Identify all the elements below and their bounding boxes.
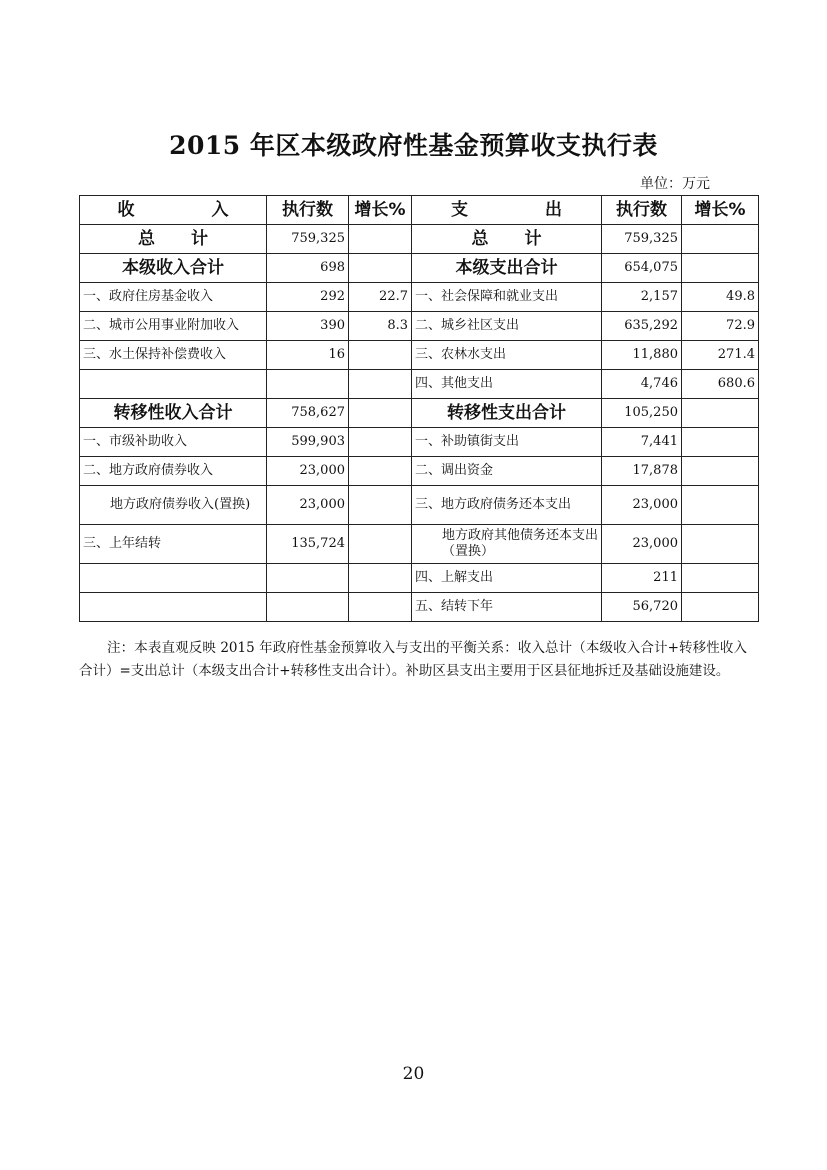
transfer-income-value: 758,627 [267, 399, 349, 428]
header-income: 收 入 [80, 196, 267, 225]
expense-item: 二、调出资金 [412, 457, 602, 486]
expense-growth: 680.6 [682, 370, 759, 399]
expense-growth: 271.4 [682, 341, 759, 370]
total-expense-growth [682, 225, 759, 254]
income-value: 23,000 [267, 457, 349, 486]
level-subtotal-row [80, 254, 759, 283]
empty-cell [349, 457, 412, 486]
income-item [80, 370, 267, 399]
income-growth [349, 370, 412, 399]
empty-cell [682, 564, 759, 593]
income-value: 16 [267, 341, 349, 370]
empty-cell [349, 486, 412, 525]
expense-value: 23,000 [602, 525, 682, 564]
total-income-growth [349, 225, 412, 254]
income-item: 一、市级补助收入 [80, 428, 267, 457]
expense-item: 三、农林水支出 [412, 341, 602, 370]
empty-cell [349, 254, 412, 283]
empty-cell [682, 399, 759, 428]
page-title: 2015 年区本级政府性基金预算收支执行表 [169, 131, 658, 160]
transfer-expense-label: 转移性支出合计 [412, 399, 602, 428]
transfer-income-label: 转移性收入合计 [80, 399, 267, 428]
income-value: 135,724 [267, 525, 349, 564]
income-value [267, 593, 349, 622]
transfer-expense-value: 105,250 [602, 399, 682, 428]
income-value: 292 [267, 283, 349, 312]
income-item: 一、政府住房基金收入 [80, 283, 267, 312]
expense-value: 4,746 [602, 370, 682, 399]
table-row [80, 457, 759, 486]
budget-table [79, 195, 759, 622]
header-exec2: 执行数 [602, 196, 682, 225]
empty-cell [682, 486, 759, 525]
table-row [80, 370, 759, 399]
expense-item: 四、其他支出 [412, 370, 602, 399]
expense-growth: 72.9 [682, 312, 759, 341]
transfer-subtotal-row [80, 399, 759, 428]
table-row [80, 593, 759, 622]
level-income-value: 698 [267, 254, 349, 283]
income-value: 599,903 [267, 428, 349, 457]
expense-value: 2,157 [602, 283, 682, 312]
expense-item: 一、社会保障和就业支出 [412, 283, 602, 312]
income-growth [349, 341, 412, 370]
expense-value: 11,880 [602, 341, 682, 370]
table-row [80, 564, 759, 593]
expense-item: 一、补助镇街支出 [412, 428, 602, 457]
expense-value: 17,878 [602, 457, 682, 486]
income-growth: 8.3 [349, 312, 412, 341]
total-expense-value: 759,325 [602, 225, 682, 254]
empty-cell [349, 525, 412, 564]
expense-item: 地方政府其他债务还本支出（置换） [412, 525, 602, 564]
empty-cell [349, 593, 412, 622]
level-income-label: 本级收入合计 [80, 254, 267, 283]
header-exec: 执行数 [267, 196, 349, 225]
total-income-label: 总计 [80, 225, 267, 254]
table-row [80, 486, 759, 525]
empty-cell [682, 457, 759, 486]
empty-cell [682, 525, 759, 564]
table-row [80, 525, 759, 564]
expense-item: 二、城乡社区支出 [412, 312, 602, 341]
empty-cell [349, 564, 412, 593]
expense-item: 五、结转下年 [412, 593, 602, 622]
income-growth: 22.7 [349, 283, 412, 312]
income-value: 23,000 [267, 486, 349, 525]
empty-cell [349, 428, 412, 457]
table-row [80, 312, 759, 341]
empty-cell [682, 593, 759, 622]
empty-cell [682, 428, 759, 457]
income-item: 三、水土保持补偿费收入 [80, 341, 267, 370]
empty-cell [682, 254, 759, 283]
empty-cell [349, 399, 412, 428]
table-header-row [80, 196, 759, 225]
income-item: 三、上年结转 [80, 525, 267, 564]
unit-label: 单位：万元 [640, 176, 710, 192]
header-expense: 支 出 [412, 196, 602, 225]
income-value [267, 564, 349, 593]
expense-value: 635,292 [602, 312, 682, 341]
expense-growth: 49.8 [682, 283, 759, 312]
page-number: 20 [402, 1064, 425, 1084]
total-expense-label: 总计 [412, 225, 602, 254]
total-income-value: 759,325 [267, 225, 349, 254]
table-row [80, 341, 759, 370]
expense-value: 56,720 [602, 593, 682, 622]
total-row [80, 225, 759, 254]
income-value [267, 370, 349, 399]
income-item [80, 593, 267, 622]
header-growth: 增长% [349, 196, 412, 225]
expense-value: 211 [602, 564, 682, 593]
income-value: 390 [267, 312, 349, 341]
table-row [80, 283, 759, 312]
income-item: 地方政府债券收入(置换) [80, 486, 267, 525]
level-expense-value: 654,075 [602, 254, 682, 283]
expense-item: 四、上解支出 [412, 564, 602, 593]
expense-item: 三、地方政府债务还本支出 [412, 486, 602, 525]
income-item: 二、城市公用事业附加收入 [80, 312, 267, 341]
footnote: 注：本表直观反映 2015 年政府性基金预算收入与支出的平衡关系：收入总计（本级收入合计+转移性收入合计）=支出总计（本级支出合计+转移性支出合计）。补助区县支出主要用于区县征地拆迁及基础设施建设。 [79, 640, 747, 679]
expense-value: 7,441 [602, 428, 682, 457]
level-expense-label: 本级支出合计 [412, 254, 602, 283]
header-growth2: 增长% [682, 196, 759, 225]
income-item [80, 564, 267, 593]
expense-value: 23,000 [602, 486, 682, 525]
table-row [80, 428, 759, 457]
income-item: 二、地方政府债券收入 [80, 457, 267, 486]
